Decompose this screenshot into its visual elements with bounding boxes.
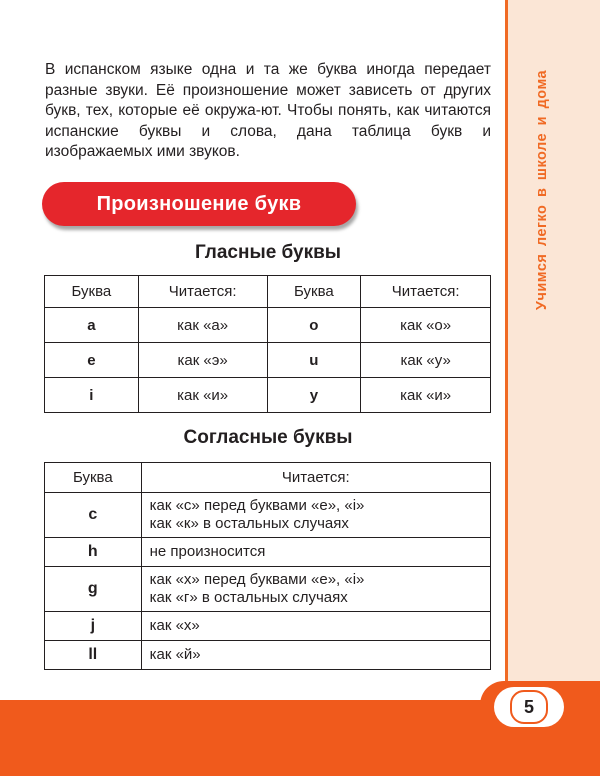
- page-number: 5: [510, 690, 548, 724]
- reading-cell: [141, 641, 490, 670]
- reading-cell: как «и»: [361, 378, 491, 413]
- sidebar-band: [507, 0, 600, 700]
- letter-cell: i: [45, 378, 139, 413]
- table-row: [45, 308, 491, 343]
- reading-cell: [141, 567, 490, 612]
- reading-cell: как «у»: [361, 343, 491, 378]
- column-header: Читается:: [361, 276, 491, 308]
- consonants-heading: Согласные буквы: [183, 427, 353, 448]
- section-banner: [42, 182, 356, 226]
- reading-cell: как «э»: [138, 343, 267, 378]
- vowels-heading: Гласные буквы: [194, 242, 342, 263]
- reading-line: как «с» перед буквами «е», «i»: [149, 497, 365, 514]
- table-row: [45, 343, 491, 378]
- table-row: [45, 538, 491, 567]
- column-header: Буква: [267, 276, 361, 308]
- column-header: Читается:: [138, 276, 267, 308]
- banner-title: Произношение букв: [96, 192, 302, 215]
- reading-cell: [141, 538, 490, 567]
- letter-cell: g: [45, 567, 142, 612]
- reading-line: как «к» в остальных случаях: [149, 515, 349, 532]
- table-row: [45, 493, 491, 538]
- table-row: [45, 567, 491, 612]
- reading-line: как «г» в остальных случаях: [149, 589, 348, 606]
- column-header: Буква: [45, 463, 142, 493]
- column-header: Читается:: [141, 463, 490, 493]
- reading-cell: как «а»: [138, 308, 267, 343]
- vowels-table: [44, 275, 491, 413]
- reading-cell: как «и»: [138, 378, 267, 413]
- reading-cell: [141, 493, 490, 538]
- letter-cell: c: [45, 493, 142, 538]
- sidebar-divider: [505, 0, 508, 700]
- letter-cell: o: [267, 308, 361, 343]
- column-header: Буква: [45, 276, 139, 308]
- letter-cell: e: [45, 343, 139, 378]
- letter-cell: j: [45, 612, 142, 641]
- letter-cell: a: [45, 308, 139, 343]
- table-row: [45, 378, 491, 413]
- reading-line: как «й»: [149, 646, 201, 663]
- reading-cell: [141, 612, 490, 641]
- reading-line: как «х» перед буквами «е», «i»: [149, 571, 365, 588]
- table-header-row: [45, 276, 491, 308]
- letter-cell: u: [267, 343, 361, 378]
- reading-line: как «х»: [149, 617, 200, 634]
- intro-paragraph: В испанском языке одна и та же буква иногда передает разные звуки. Её произношение может зависеть от других букв, тех, которые её окружа-ют. Чтобы понять, как читаются испанские буквы и слова, дана таблица букв и изображаемых ими звуков.: [45, 61, 491, 160]
- table-row: [45, 641, 491, 670]
- reading-line: не произносится: [149, 543, 266, 560]
- consonants-table: [44, 462, 491, 670]
- letter-cell: y: [267, 378, 361, 413]
- page-number-badge: [494, 687, 564, 727]
- letter-cell: h: [45, 538, 142, 567]
- sidebar-caption: Учимся легко в школе и дома: [534, 69, 550, 311]
- table-row: [45, 612, 491, 641]
- letter-cell: ll: [45, 641, 142, 670]
- reading-cell: как «о»: [361, 308, 491, 343]
- table-header-row: [45, 463, 491, 493]
